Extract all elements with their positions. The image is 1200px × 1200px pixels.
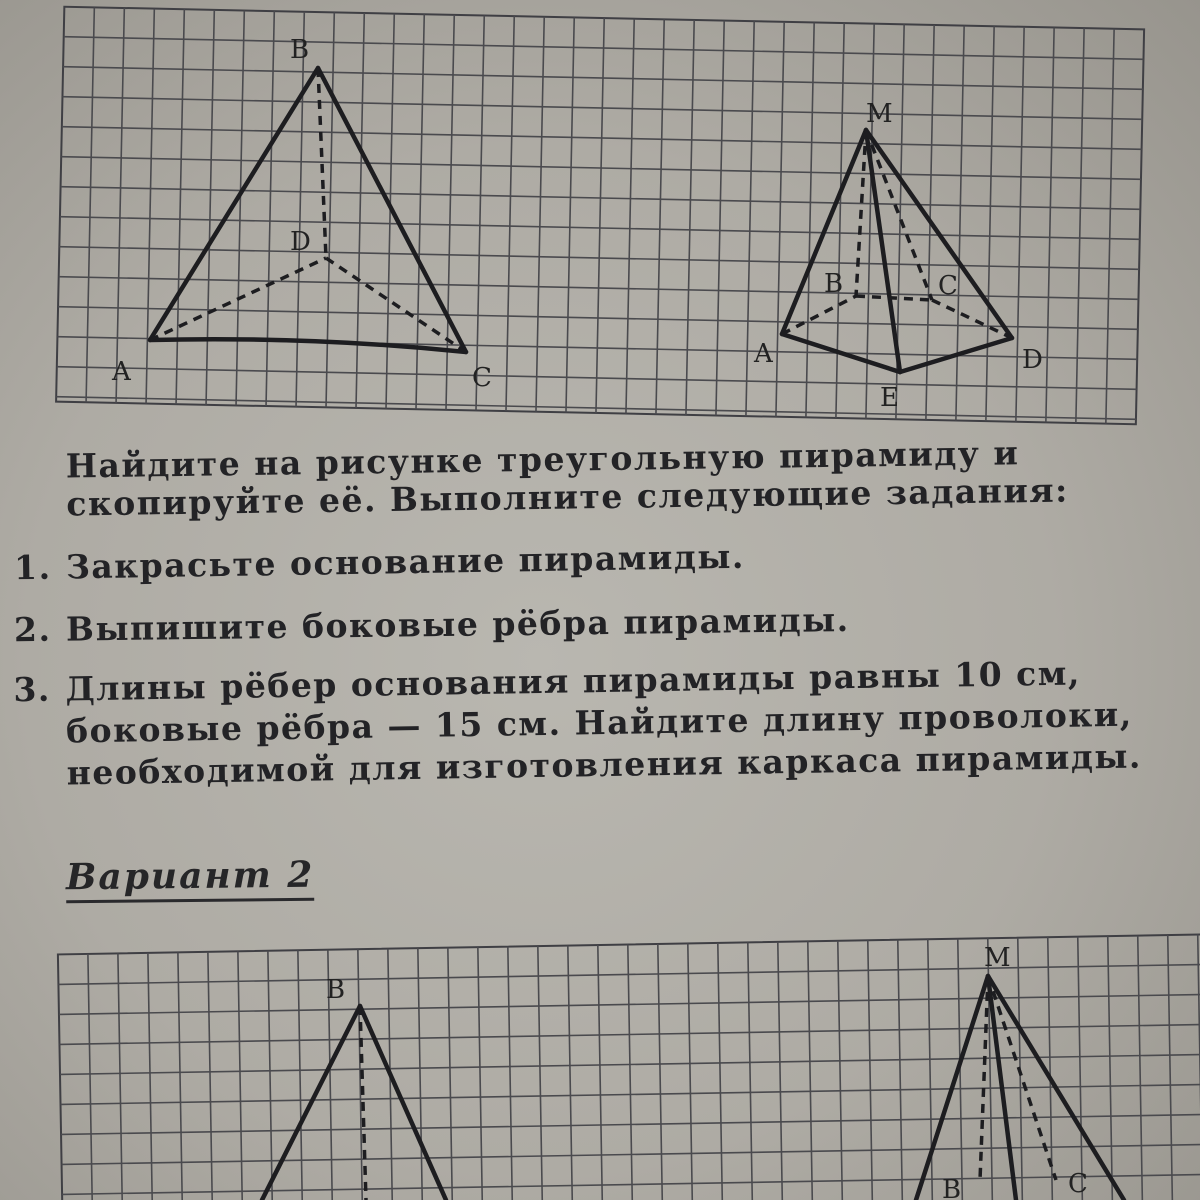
quadrilateral-pyramid-2 xyxy=(916,943,1124,1200)
grid-line xyxy=(748,942,753,1200)
grid-line xyxy=(688,943,693,1200)
grid-line xyxy=(268,951,273,1200)
grid-line xyxy=(808,941,813,1200)
grid-line xyxy=(62,1174,1200,1195)
vertex-label-c2-fig2: C xyxy=(1068,1169,1088,1199)
task-1-number: 1. xyxy=(13,547,52,588)
grid-line xyxy=(418,948,423,1200)
task-3-text: Длины рёбер основания пирамиды равны 10 см, боковые рёбра — 15 см. Найдите длину проволоки, необходимой для изготовления каркаса пирамиды. xyxy=(65,653,1143,793)
vertex-label-e: E xyxy=(880,383,899,413)
vertex-label-b2: B xyxy=(824,269,844,299)
vertex-label-a2: A xyxy=(754,339,773,369)
vertex-label-b: B xyxy=(290,35,310,65)
task-1-text: Закрасьте основание пирамиды. xyxy=(65,536,746,587)
vertex-label-m: M xyxy=(866,99,893,129)
intro-text: Найдите на рисунке треугольную пирамиду и скопируйте её. Выполните следующие задания: xyxy=(65,433,1070,524)
grid-line xyxy=(718,943,723,1200)
grid-line xyxy=(448,948,453,1200)
grid-line xyxy=(1138,936,1143,1200)
grid-line xyxy=(898,940,903,1200)
vertex-label-c: C xyxy=(472,363,492,393)
grid-line xyxy=(658,944,663,1200)
vertex-label-b-fig2: B xyxy=(326,975,346,1005)
edge-bc-2 xyxy=(360,1006,446,1200)
edge-mb-fig2 xyxy=(980,976,988,1180)
vertex-label-m-fig2: M xyxy=(984,943,1011,973)
vertex-label-c2: C xyxy=(938,271,958,301)
grid-line xyxy=(1108,936,1113,1200)
task-3-number: 3. xyxy=(13,669,52,710)
grid-line xyxy=(838,941,843,1200)
vertex-label-a: A xyxy=(112,357,131,387)
vertex-label-b2-fig2: B xyxy=(942,1175,962,1200)
grid-line xyxy=(598,945,603,1200)
grid-line xyxy=(1168,935,1173,1200)
variant-heading: Вариант 2 xyxy=(66,854,315,904)
grid-line xyxy=(478,947,483,1200)
grid-line xyxy=(538,946,543,1200)
grid-line xyxy=(628,944,633,1200)
grid-line xyxy=(778,942,783,1200)
grid-line xyxy=(568,946,573,1200)
grid-line xyxy=(868,940,873,1200)
task-2-number: 2. xyxy=(13,609,52,650)
vertex-label-d: D xyxy=(290,227,311,257)
edge-ba-2 xyxy=(262,1006,360,1200)
task-2-text: Выпишите боковые рёбра пирамиды. xyxy=(65,600,850,649)
figure-2-grid xyxy=(58,934,1200,1200)
grid-line xyxy=(238,951,243,1200)
grid-line xyxy=(298,950,303,1200)
vertex-label-d2: D xyxy=(1022,345,1043,375)
grid-line xyxy=(1078,937,1083,1200)
grid-line xyxy=(508,947,513,1200)
grid-line xyxy=(208,952,213,1200)
